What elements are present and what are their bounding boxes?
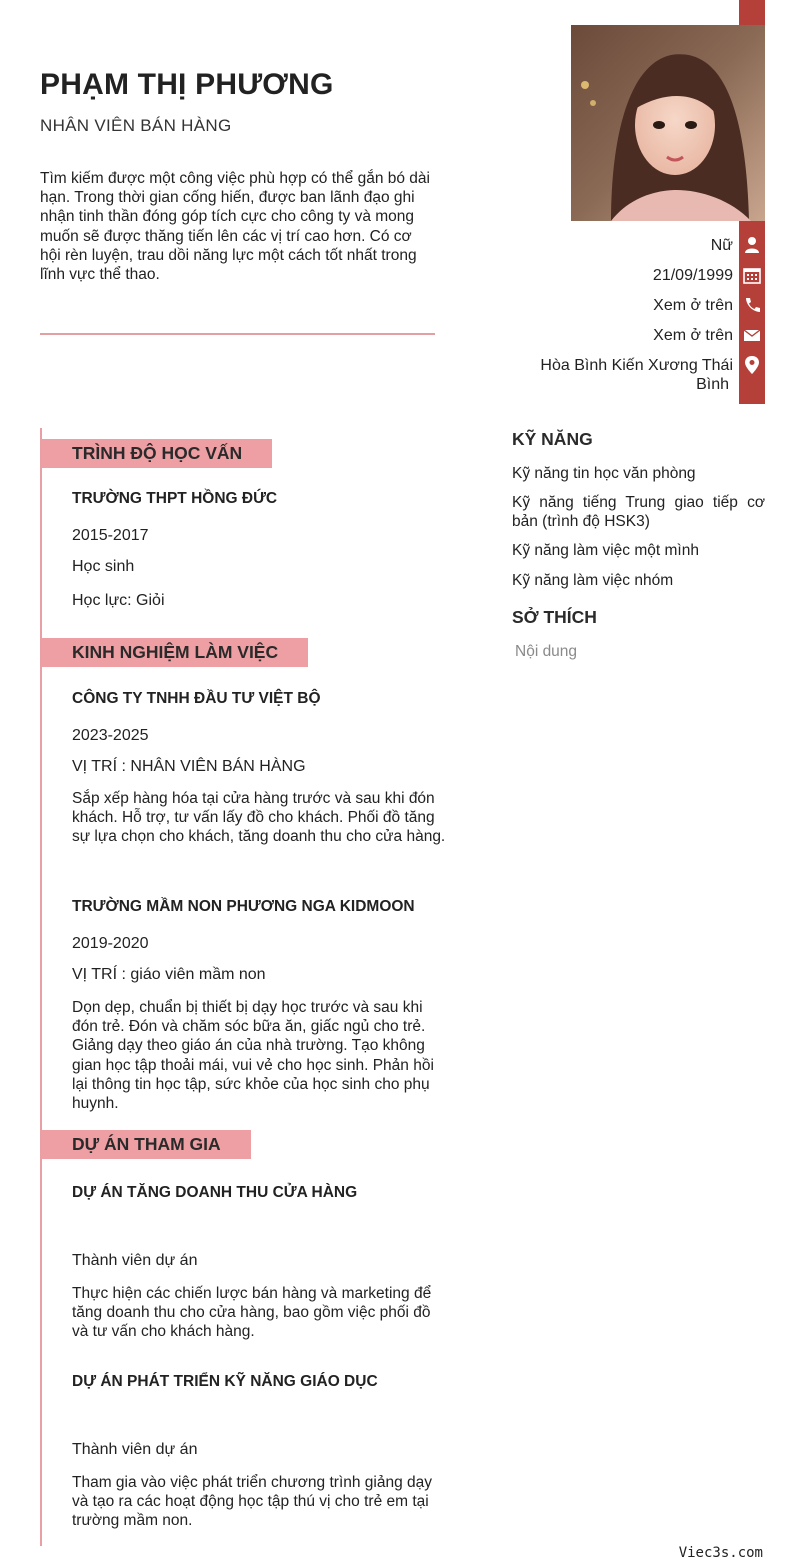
experience-description: Sắp xếp hàng hóa tại cửa hàng trước và sau khi đón khách. Hỗ trợ, tư vấn lấy đồ cho khách. Phối đồ tăng sự lựa chọn cho khách, tăng doanh thu cho cửa hàng.	[72, 790, 446, 846]
address-line-2: Bình	[696, 376, 729, 393]
education-role: Học sinh	[72, 558, 135, 575]
experience-position: VỊ TRÍ : giáo viên mầm non	[72, 966, 266, 983]
location-pin-icon	[743, 355, 761, 375]
phone-icon	[743, 295, 761, 315]
mail-icon	[743, 325, 761, 345]
birthday-value: 21/09/1999	[652, 267, 733, 284]
top-accent-bar	[739, 0, 765, 25]
header-divider	[40, 333, 435, 335]
projects-heading: DỰ ÁN THAM GIA	[42, 1130, 251, 1159]
skill-item: Kỹ năng làm việc nhóm	[512, 572, 674, 589]
experience-company: CÔNG TY TNHH ĐẦU TƯ VIỆT BỘ	[72, 690, 321, 707]
experience-position: VỊ TRÍ : NHÂN VIÊN BÁN HÀNG	[72, 758, 306, 775]
experience-description: Dọn dẹp, chuẩn bị thiết bị dạy học trước và sau khi đón trẻ. Đón và chăm sóc bữa ăn, giấc ngủ cho trẻ. Giảng dạy theo giáo án của nhà trường. Tạo không gian học tập thoải mái, vui vẻ cho học sinh. Phản hồi lại thông tin học tập, sức khỏe của học sinh cho phụ huynh.	[72, 999, 434, 1113]
skills-heading: KỸ NĂNG	[512, 429, 593, 449]
candidate-name: PHẠM THỊ PHƯƠNG	[40, 68, 334, 101]
school-name: TRƯỜNG THPT HỒNG ĐỨC	[72, 490, 278, 507]
job-title: NHÂN VIÊN BÁN HÀNG	[40, 116, 232, 135]
address-line-1: Hòa Bình Kiến Xương Thái	[540, 357, 733, 374]
experience-company: TRƯỜNG MẦM NON PHƯƠNG NGA KIDMOON	[72, 898, 415, 915]
calendar-icon	[743, 265, 761, 285]
experience-period: 2023-2025	[72, 727, 149, 744]
project-name: DỰ ÁN TĂNG DOANH THU CỬA HÀNG	[72, 1184, 358, 1201]
phone-value: Xem ở trên	[653, 297, 733, 314]
skill-item: Kỹ năng làm việc một mình	[512, 542, 699, 559]
skill-item: Kỹ năng tin học văn phòng	[512, 465, 696, 482]
hobbies-content: Nội dung	[515, 643, 578, 660]
project-description: Tham gia vào việc phát triển chương trình giảng dạy và tạo ra các hoạt động học tập thú vị cho trẻ em tại trường mầm non.	[72, 1474, 433, 1530]
gender-value: Nữ	[710, 237, 733, 254]
project-role: Thành viên dự án	[72, 1252, 198, 1269]
profile-photo	[571, 25, 765, 221]
skill-item: Kỹ năng tiếng Trung giao tiếp cơ bản (trình độ HSK3)	[512, 494, 765, 530]
project-role: Thành viên dự án	[72, 1441, 198, 1458]
email-value: Xem ở trên	[653, 327, 733, 344]
project-name: DỰ ÁN PHÁT TRIỂN KỸ NĂNG GIÁO DỤC	[72, 1373, 378, 1390]
education-period: 2015-2017	[72, 527, 149, 544]
career-objective: Tìm kiếm được một công việc phù hợp có thể gắn bó dài hạn. Trong thời gian cống hiến, được ban lãnh đạo ghi nhận tinh thần đóng góp tích cực cho công ty và mong muốn sẽ được thăng tiến lên các vị trí cao hơn. Có cơ hội rèn luyện, trau dồi năng lực một cách tốt nhất trong lĩnh vực thể thao.	[40, 170, 430, 284]
timeline-line	[40, 428, 42, 1546]
education-heading: TRÌNH ĐỘ HỌC VẤN	[42, 439, 272, 468]
project-description: Thực hiện các chiến lược bán hàng và marketing để tăng doanh thu cho cửa hàng, bao gồm việc phối đồ và tư vấn cho khách hàng.	[72, 1285, 432, 1341]
experience-heading: KINH NGHIỆM LÀM VIỆC	[42, 638, 308, 667]
experience-period: 2019-2020	[72, 935, 149, 952]
hobbies-heading: SỞ THÍCH	[512, 607, 597, 627]
education-grade: Học lực: Giỏi	[72, 592, 165, 609]
person-icon	[743, 235, 761, 255]
watermark: Viec3s.com	[678, 1545, 763, 1561]
